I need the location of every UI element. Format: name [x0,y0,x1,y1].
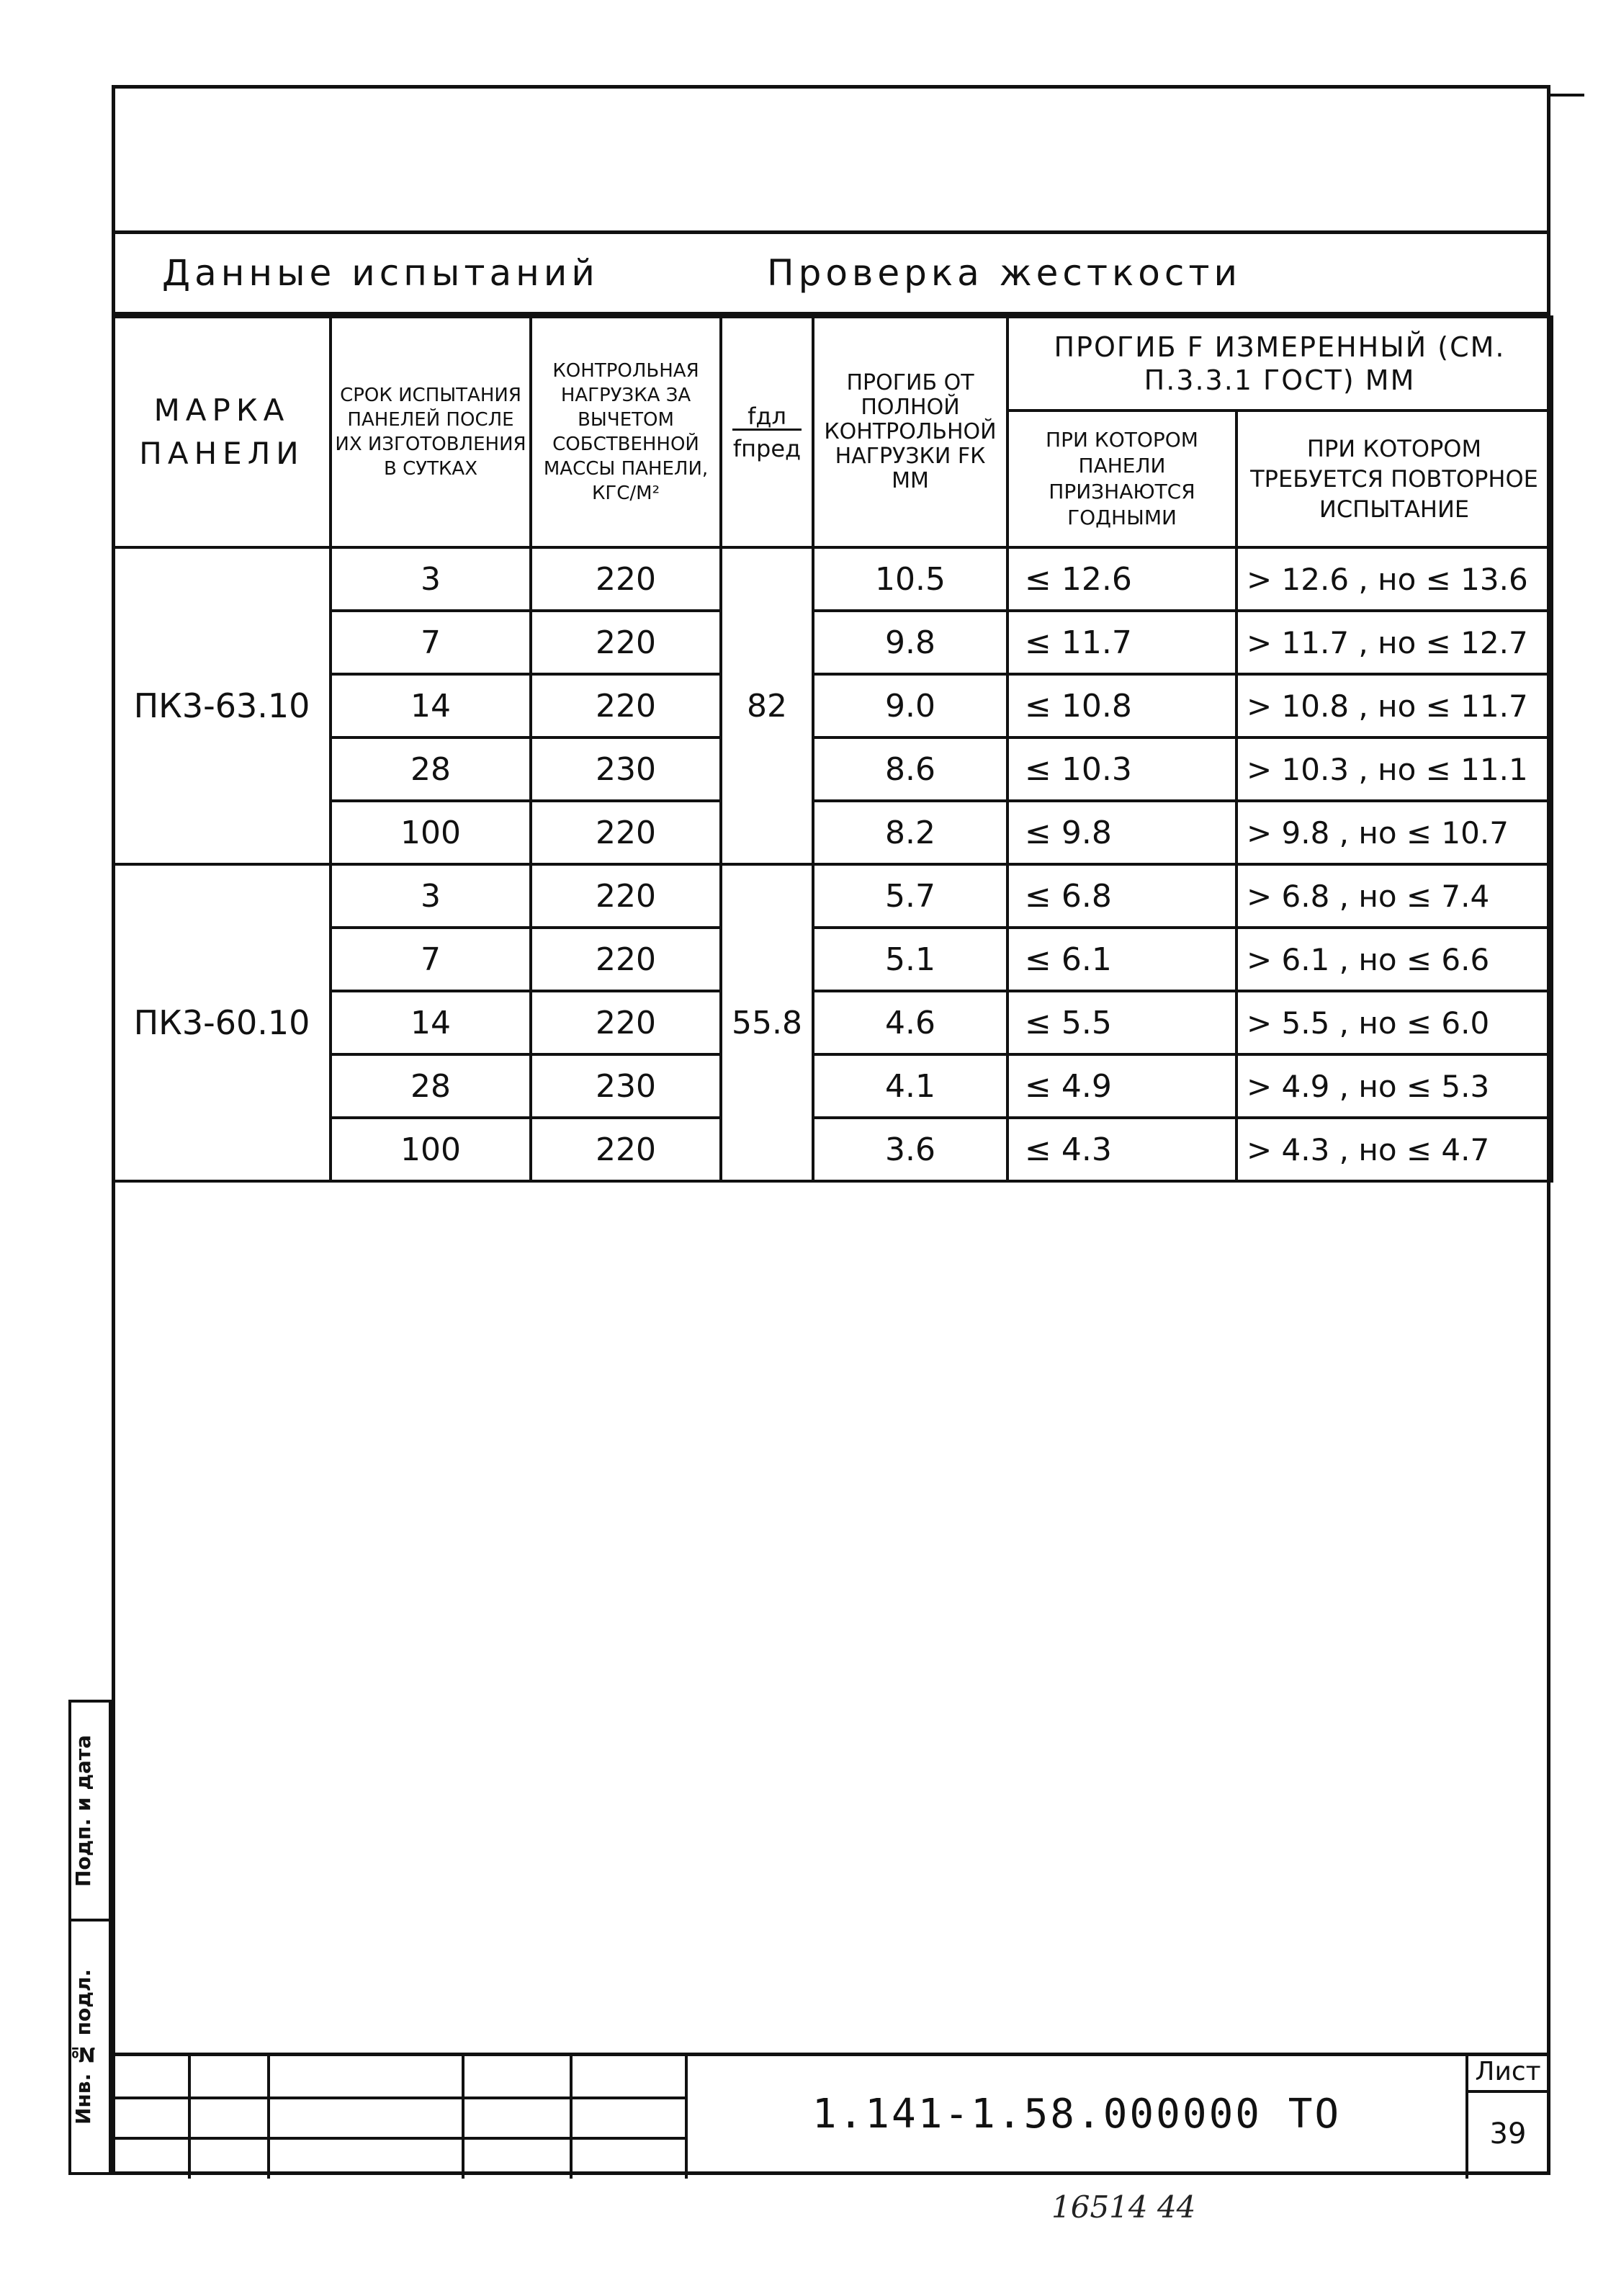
fit-limit-cell: ≤ 5.5 [1007,991,1236,1054]
side-stamp [68,1700,112,2175]
handwritten-note: 16514 44 [1051,2189,1196,2225]
load-cell: 220 [531,547,721,611]
full-deflection-cell: 5.7 [813,864,1007,928]
fit-limit-cell: ≤ 9.8 [1007,801,1236,864]
full-deflection-cell: 9.0 [813,674,1007,737]
full-deflection-cell: 9.8 [813,611,1007,674]
header-ratio [721,317,813,547]
sheet-number: 39 [1489,2117,1527,2151]
stiffness-test-table [112,315,1553,1183]
header-load: КОНТРОЛЬНАЯ НАГРУЗКА ЗА ВЫЧЕТОМ СОБСТВЕННОЙ МАССЫ ПАНЕЛИ, КГС/М² [531,317,721,547]
term-cell: 100 [331,801,531,864]
fit-limit-cell: ≤ 4.3 [1007,1118,1236,1181]
panel-mark-cell: ПК3-60.10 [113,864,331,1181]
fit-limit-cell: ≤ 6.1 [1007,928,1236,991]
retest-limit-cell: > 10.3 , но ≤ 11.1 [1236,737,1552,801]
header-ratio-top: fдл [732,404,802,431]
retest-limit-cell: > 4.3 , но ≤ 4.7 [1236,1118,1552,1181]
header-measured: ПРОГИБ F ИЗМЕРЕННЫЙ (СМ. П.3.3.1 ГОСТ) ММ [1007,317,1552,411]
heading-right: Проверка жесткости [767,252,1242,294]
load-cell: 220 [531,611,721,674]
retest-limit-cell: > 12.6 , но ≤ 13.6 [1236,547,1552,611]
load-cell: 220 [531,928,721,991]
tb-cell [270,2056,464,2179]
retest-limit-cell: > 11.7 , но ≤ 12.7 [1236,611,1552,674]
term-cell: 3 [331,864,531,928]
term-cell: 3 [331,547,531,611]
load-cell: 230 [531,1054,721,1118]
full-deflection-cell: 5.1 [813,928,1007,991]
fit-limit-cell: ≤ 11.7 [1007,611,1236,674]
table-row [113,864,1552,928]
full-deflection-cell: 8.2 [813,801,1007,864]
side-sign-label: Подп. и дата [71,1734,95,1887]
tb-row-line [112,2097,688,2099]
header-full-deflection: ПРОГИБ ОТ ПОЛНОЙ КОНТРОЛЬНОЙ НАГРУЗКИ FК ММ [813,317,1007,547]
header-retest: ПРИ КОТОРОМ ТРЕБУЕТСЯ ПОВТОРНОЕ ИСПЫТАНИЕ [1236,411,1552,547]
term-cell: 7 [331,928,531,991]
side-inv-label: Инв. № подл. [71,1969,95,2125]
term-cell: 14 [331,991,531,1054]
term-cell: 14 [331,674,531,737]
full-deflection-cell: 4.6 [813,991,1007,1054]
retest-limit-cell: > 6.8 , но ≤ 7.4 [1236,864,1552,928]
load-cell: 230 [531,737,721,801]
term-cell: 7 [331,611,531,674]
tb-cell [464,2056,573,2179]
fit-limit-cell: ≤ 12.6 [1007,547,1236,611]
tb-cell [191,2056,270,2179]
fit-limit-cell: ≤ 10.3 [1007,737,1236,801]
retest-limit-cell: > 10.8 , но ≤ 11.7 [1236,674,1552,737]
term-cell: 28 [331,737,531,801]
full-deflection-cell: 4.1 [813,1054,1007,1118]
tb-row-line [112,2137,688,2140]
ratio-cell: 82 [721,547,813,864]
header-term: СРОК ИСПЫТАНИЯ ПАНЕЛЕЙ ПОСЛЕ ИХ ИЗГОТОВЛЕНИЯ В СУТКАХ [331,317,531,547]
full-deflection-cell: 10.5 [813,547,1007,611]
sheet-label: Лист [1465,2053,1550,2093]
tb-cell [112,2056,191,2179]
full-deflection-cell: 3.6 [813,1118,1007,1181]
retest-limit-cell: > 4.9 , но ≤ 5.3 [1236,1054,1552,1118]
frame-line [1548,94,1584,97]
document-number: 1.141-1.58.000000 ТО [812,2090,1342,2138]
load-cell: 220 [531,991,721,1054]
term-cell: 100 [331,1118,531,1181]
panel-mark-cell: ПК3-63.10 [113,547,331,864]
tb-cell [573,2056,688,2179]
retest-limit-cell: > 9.8 , но ≤ 10.7 [1236,801,1552,864]
header-fit: ПРИ КОТОРОМ ПАНЕЛИ ПРИЗНАЮТСЯ ГОДНЫМИ [1007,411,1236,547]
page-heading [112,230,1550,315]
retest-limit-cell: > 5.5 , но ≤ 6.0 [1236,991,1552,1054]
term-cell: 28 [331,1054,531,1118]
ratio-cell: 55.8 [721,864,813,1181]
header-ratio-bottom: fпред [732,434,802,462]
heading-left: Данные испытаний [162,252,599,294]
fit-limit-cell: ≤ 4.9 [1007,1054,1236,1118]
fit-limit-cell: ≤ 6.8 [1007,864,1236,928]
load-cell: 220 [531,1118,721,1181]
header-mark: МАРКА ПАНЕЛИ [113,317,331,547]
retest-limit-cell: > 6.1 , но ≤ 6.6 [1236,928,1552,991]
table-row [113,547,1552,611]
full-deflection-cell: 8.6 [813,737,1007,801]
fit-limit-cell: ≤ 10.8 [1007,674,1236,737]
load-cell: 220 [531,801,721,864]
load-cell: 220 [531,864,721,928]
load-cell: 220 [531,674,721,737]
